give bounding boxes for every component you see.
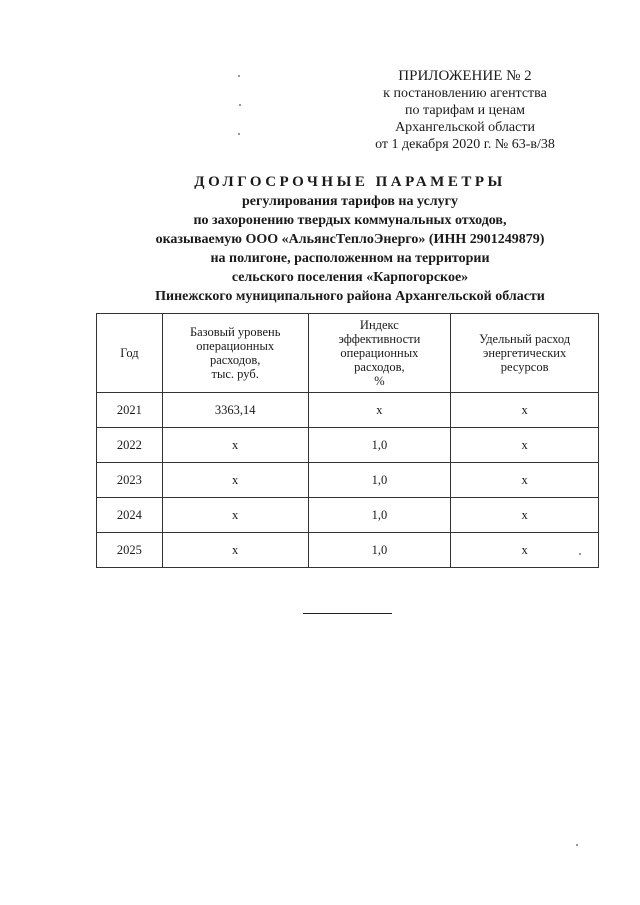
- cell-year: 2025: [97, 533, 163, 568]
- scan-speck: [239, 104, 241, 106]
- scan-speck: [576, 844, 578, 846]
- table-row: [97, 463, 599, 498]
- header-year: Год: [97, 314, 163, 393]
- cell-efficiency-index: 1,0: [308, 498, 451, 533]
- cell-base-costs: 3363,14: [162, 393, 308, 428]
- appendix-title: ПРИЛОЖЕНИЕ № 2: [398, 68, 532, 84]
- cell-energy-consumption: х: [451, 393, 599, 428]
- cell-year: 2022: [97, 428, 163, 463]
- scan-speck: [238, 133, 240, 135]
- appendix-block: [340, 68, 590, 153]
- appendix-line: по тарифам и ценам: [405, 103, 525, 118]
- appendix-line: к постановлению агентства: [383, 86, 547, 101]
- heading-line: сельского поселения «Карпогорское»: [231, 270, 469, 285]
- appendix-line: Архангельской области: [395, 120, 535, 135]
- cell-efficiency-index: х: [308, 393, 451, 428]
- heading-main: ДОЛГОСРОЧНЫЕ ПАРАМЕТРЫ: [194, 174, 506, 190]
- heading-line: по захоронению твердых коммунальных отходов,: [193, 213, 507, 228]
- table-row: [97, 428, 599, 463]
- cell-base-costs: х: [162, 498, 308, 533]
- cell-efficiency-index: 1,0: [308, 533, 451, 568]
- cell-efficiency-index: 1,0: [308, 463, 451, 498]
- table-header-row: [97, 314, 599, 393]
- appendix-line: от 1 декабря 2020 г. № 63-в/38: [375, 137, 555, 152]
- cell-energy-consumption: х: [451, 428, 599, 463]
- cell-base-costs: х: [162, 428, 308, 463]
- heading-line: регулирования тарифов на услугу: [242, 194, 458, 209]
- table-row: [97, 533, 599, 568]
- heading-line: на полигоне, расположенном на территории: [210, 251, 490, 266]
- table-row: [97, 498, 599, 533]
- cell-efficiency-index: 1,0: [308, 428, 451, 463]
- closing-divider: [303, 613, 392, 614]
- scan-speck: [579, 553, 581, 555]
- cell-energy-consumption: х: [451, 498, 599, 533]
- cell-energy-consumption: х: [451, 533, 599, 568]
- heading-line: оказываемую ООО «АльянсТеплоЭнерго» (ИНН 2901249879): [155, 232, 545, 247]
- cell-year: 2024: [97, 498, 163, 533]
- header-energy-consumption: Удельный расход энергетических ресурсов: [451, 314, 599, 393]
- table-row: [97, 393, 599, 428]
- cell-year: 2021: [97, 393, 163, 428]
- cell-year: 2023: [97, 463, 163, 498]
- document-heading: [70, 173, 630, 306]
- scan-speck: [238, 75, 240, 77]
- header-efficiency-index: Индекс эффективности операционных расходов, %: [308, 314, 451, 393]
- parameters-table: [96, 313, 599, 568]
- cell-base-costs: х: [162, 533, 308, 568]
- cell-base-costs: х: [162, 463, 308, 498]
- cell-energy-consumption: х: [451, 463, 599, 498]
- heading-line: Пинежского муниципального района Архангельской области: [155, 289, 545, 304]
- header-base-costs: Базовый уровень операционных расходов, тыс. руб.: [162, 314, 308, 393]
